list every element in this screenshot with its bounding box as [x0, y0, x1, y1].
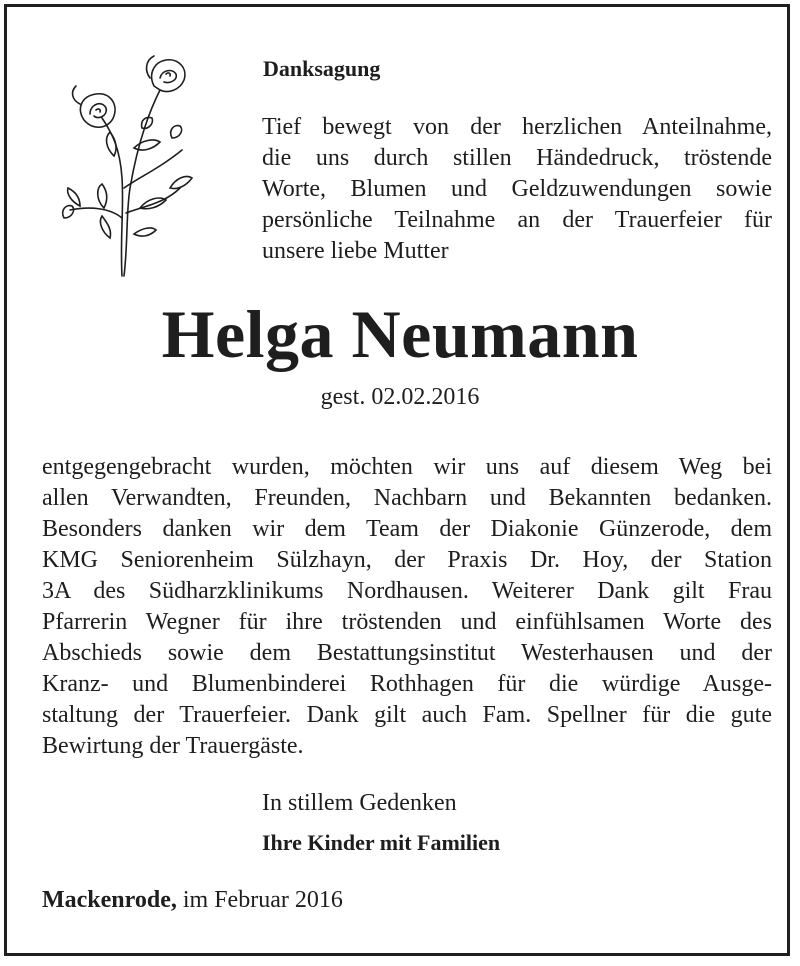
intro-line: Tief bewegt von der herzlichen Anteilnahme, [262, 114, 772, 140]
intro-line: die uns durch stillen Händedruck, tröstende [262, 145, 772, 171]
body-line: 3A des Südharzklinikums Nordhausen. Weiterer Dank gilt Frau [42, 578, 772, 604]
intro-line: unsere liebe Mutter [262, 238, 449, 264]
rose-drawing-icon [50, 38, 200, 278]
death-date: gest. 02.02.2016 [320, 384, 480, 410]
deceased-name: Helga Neumann [161, 296, 639, 372]
body-line: Besonders danken wir dem Team der Diakonie Günzerode, dem [42, 516, 772, 542]
body-line: Kranz- und Blumenbinderei Rothhagen für die würdige Ausge- [42, 671, 772, 697]
intro-line: Worte, Blumen und Geldzuwendungen sowie [262, 176, 772, 202]
intro-line: persönliche Teilnahme an der Trauerfeier für [262, 207, 772, 233]
body-line: Pfarrerin Wegner für ihre tröstenden und einfühlsamen Worte des [42, 609, 772, 635]
body-line: staltung der Trauerfeier. Dank gilt auch Fam. Spellner für die gute [42, 702, 772, 728]
body-line: allen Verwandten, Freunden, Nachbarn und Bekannten bedanken. [42, 485, 772, 511]
closing-line: In stillem Gedenken [262, 790, 457, 816]
place-name: Mackenrode, [42, 887, 177, 913]
body-line: Bewirtung der Trauergäste. [42, 733, 304, 759]
signature: Ihre Kinder mit Familien [262, 830, 501, 855]
date-text: im Februar 2016 [182, 887, 343, 913]
body-line: Abschieds sowie dem Bestattungsinstitut Westerhausen und der [42, 640, 772, 666]
intro-paragraph [262, 112, 772, 267]
body-paragraph [42, 452, 772, 762]
heading-danksagung: Danksagung [263, 56, 381, 81]
body-line: entgegengebracht wurden, möchten wir uns auf diesem Weg bei [42, 454, 772, 480]
place-date-line [42, 887, 343, 914]
body-line: KMG Seniorenheim Sülzhayn, der Praxis Dr. Hoy, der Station [42, 547, 772, 573]
